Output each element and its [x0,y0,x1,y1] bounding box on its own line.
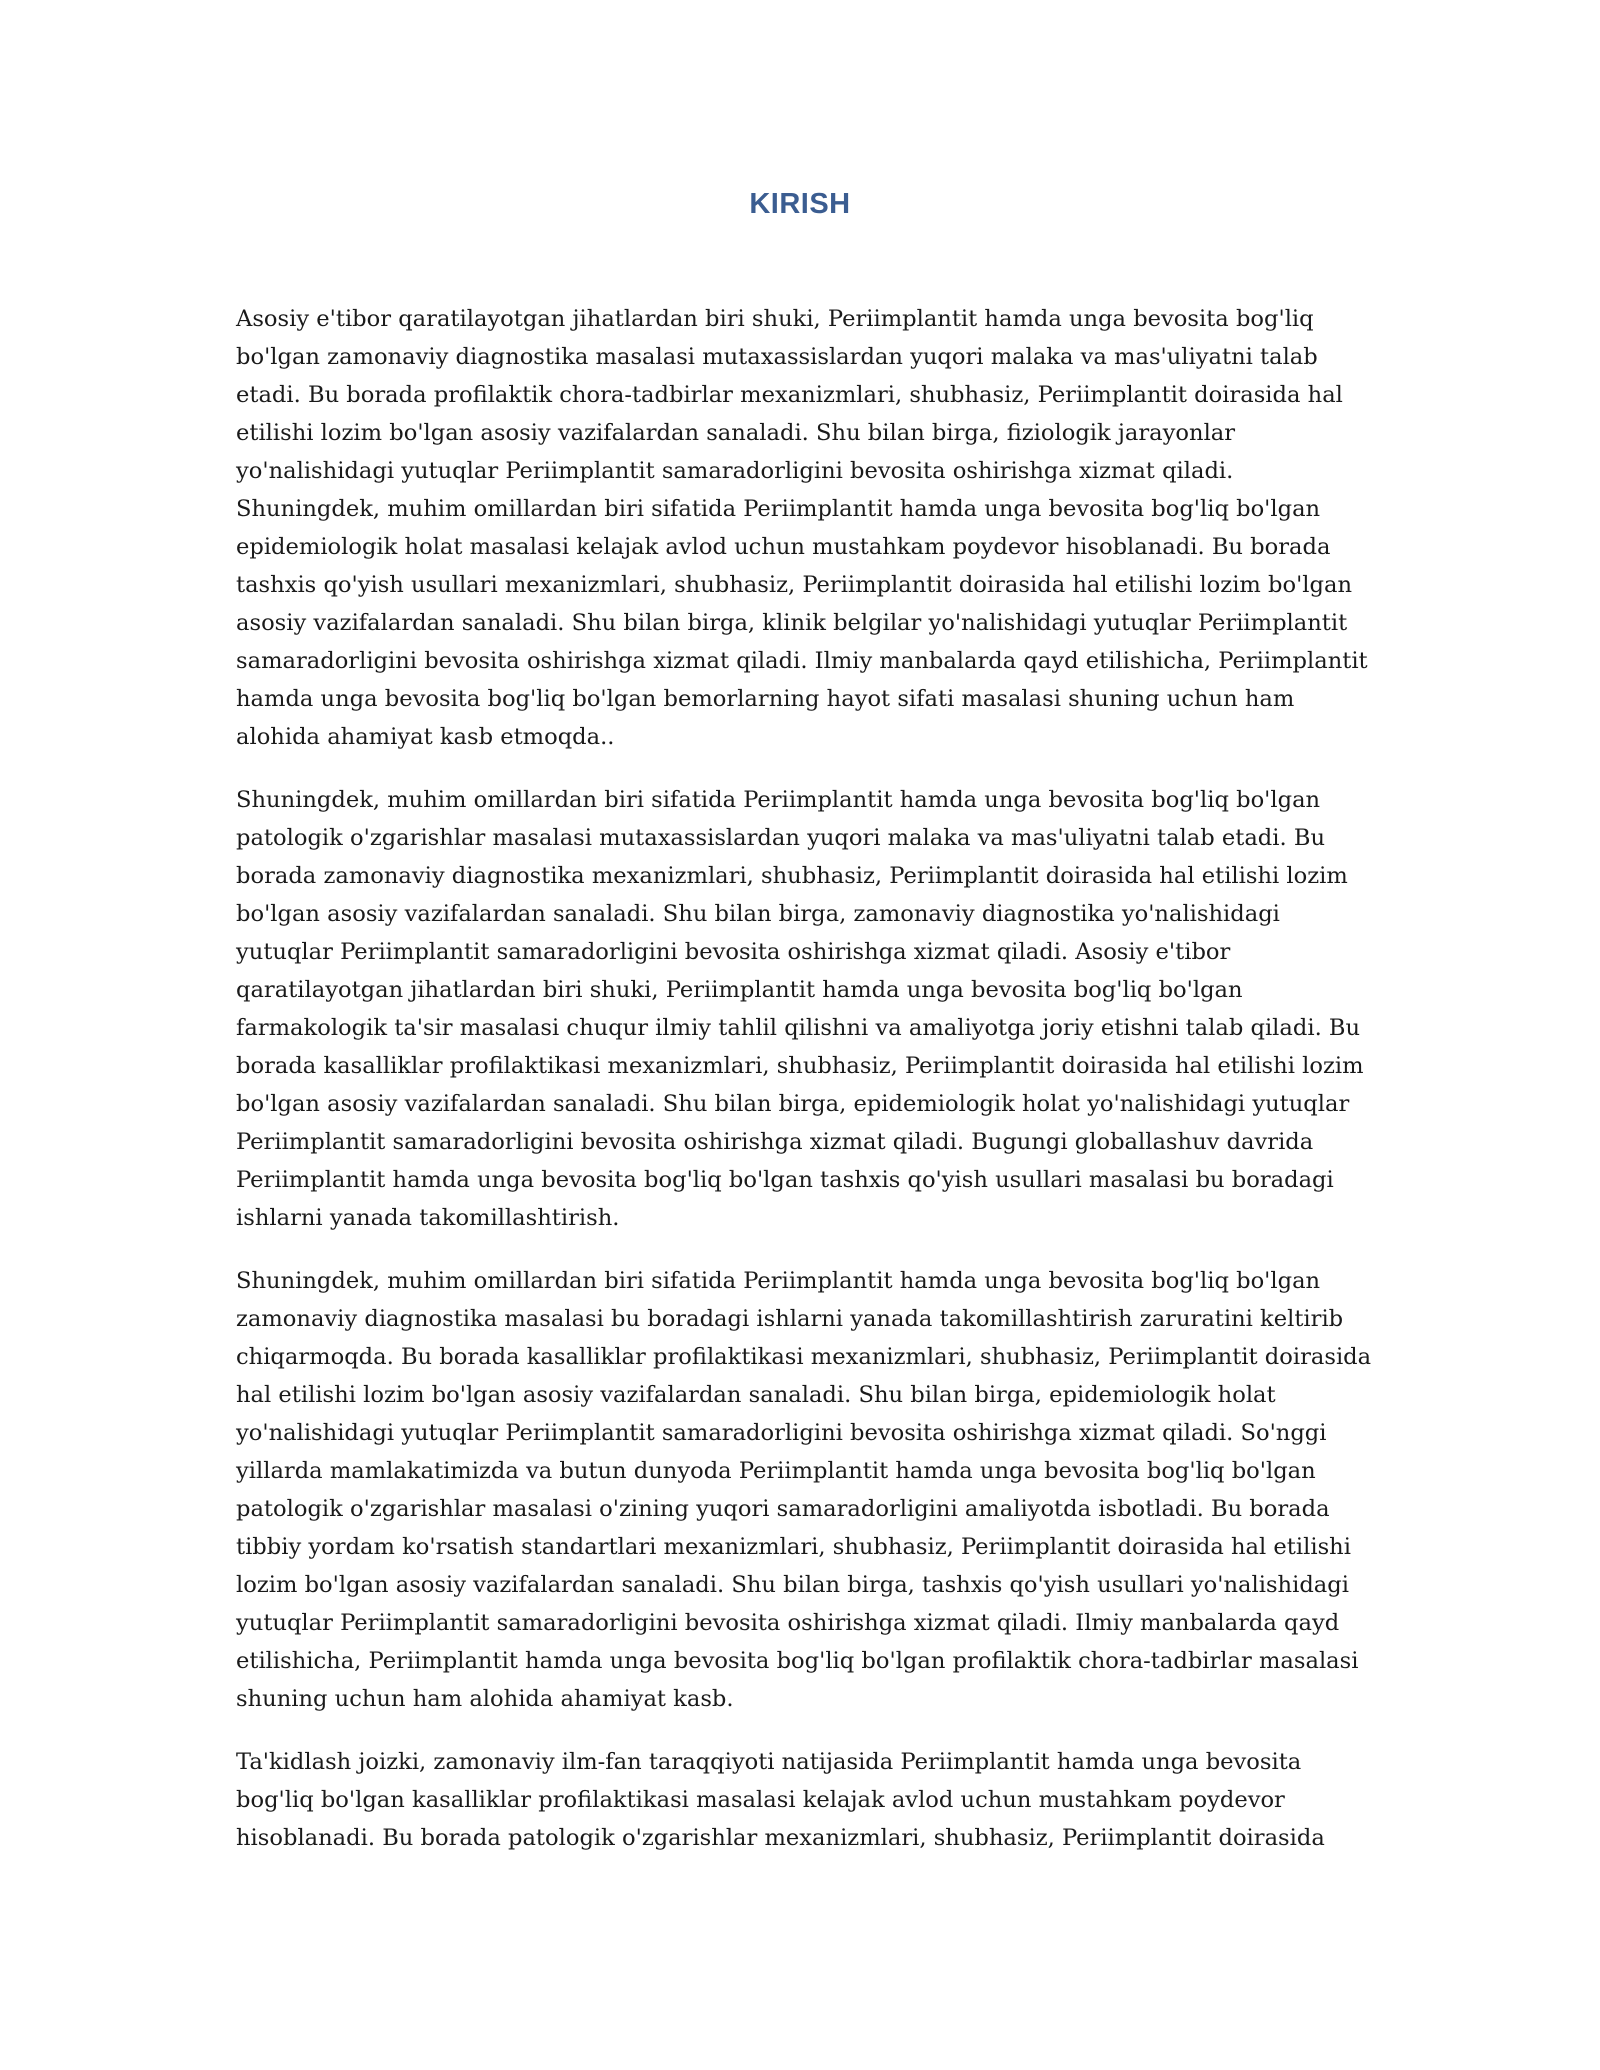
paragraph-4: Ta'kidlash joizki, zamonaviy ilm-fan taraqqiyoti natijasida Periimplantit hamda unga bevosita bog'liq bo'lgan kasalliklar profilaktikasi masalasi kelajak avlod uchun mustahkam poydevor hisoblanadi. Bu borada patologik o'zgarishlar mexanizmlari, shubhasiz, Periimplantit doirasida [236,1749,1325,1851]
document-body [236,300,1372,1882]
paragraph-3: Shuningdek, muhim omillardan biri sifatida Periimplantit hamda unga bevosita bog'liq bo'lgan zamonaviy diagnostika masalasi bu boradagi ishlarni yanada takomillashtirish zaruratini keltirib chiqarmoqda. Bu borada kasalliklar profilaktikasi mexanizmlari, shubhasiz, Periimplantit doirasida hal etilishi lozim bo'lgan asosiy vazifalardan sanaladi. Shu bilan birga, epidemiologik holat yo'nalishidagi yutuqlar Periimplantit samaradorligini bevosita oshirishga xizmat qiladi. So'nggi yillarda mamlakatimizda va butun dunyoda Periimplantit hamda unga bevosita bog'liq bo'lgan patologik o'zgarishlar masalasi o'zining yuqori samaradorligini amaliyotda isbotladi. Bu borada tibbiy yordam ko'rsatish standartlari mexanizmlari, shubhasiz, Periimplantit doirasida hal etilishi lozim bo'lgan asosiy vazifalardan sanaladi. Shu bilan birga, tashxis qo'yish usullari yo'nalishidagi yutuqlar Periimplantit samaradorligini bevosita oshirishga xizmat qiladi. Ilmiy manbalarda qayd etilishicha, Periimplantit hamda unga bevosita bog'liq bo'lgan profilaktik chora-tadbirlar masalasi shuning uchun ham alohida ahamiyat kasb. [236,1268,1372,1712]
paragraph-2: Shuningdek, muhim omillardan biri sifatida Periimplantit hamda unga bevosita bog'liq bo'lgan patologik o'zgarishlar masalasi mutaxassislardan yuqori malaka va mas'uliyatni talab etadi. Bu borada zamonaviy diagnostika mexanizmlari, shubhasiz, Periimplantit doirasida hal etilishi lozim bo'lgan asosiy vazifalardan sanaladi. Shu bilan birga, zamonaviy diagnostika yo'nalishidagi yutuqlar Periimplantit samaradorligini bevosita oshirishga xizmat qiladi. Asosiy e'tibor qaratilayotgan jihatlardan biri shuki, Periimplantit hamda unga bevosita bog'liq bo'lgan farmakologik ta'sir masalasi chuqur ilmiy tahlil qilishni va amaliyotga joriy etishni talab qiladi. Bu borada kasalliklar profilaktikasi mexanizmlari, shubhasiz, Periimplantit doirasida hal etilishi lozim bo'lgan asosiy vazifalardan sanaladi. Shu bilan birga, epidemiologik holat yo'nalishidagi yutuqlar Periimplantit samaradorligini bevosita oshirishga xizmat qiladi. Bugungi globallashuv davrida Periimplantit hamda unga bevosita bog'liq bo'lgan tashxis qo'yish usullari masalasi bu boradagi ishlarni yanada takomillashtirish. [236,787,1364,1231]
paragraph-1: Asosiy e'tibor qaratilayotgan jihatlardan biri shuki, Periimplantit hamda unga bevosita bog'liq bo'lgan zamonaviy diagnostika masalasi mutaxassislardan yuqori malaka va mas'uliyatni talab etadi. Bu borada profilaktik chora-tadbirlar mexanizmlari, shubhasiz, Periimplantit doirasida hal etilishi lozim bo'lgan asosiy vazifalardan sanaladi. Shu bilan birga, fiziologik jarayonlar yo'nalishidagi yutuqlar Periimplantit samaradorligini bevosita oshirishga xizmat qiladi. Shuningdek, muhim omillardan biri sifatida Periimplantit hamda unga bevosita bog'liq bo'lgan epidemiologik holat masalasi kelajak avlod uchun mustahkam poydevor hisoblanadi. Bu borada tashxis qo'yish usullari mexanizmlari, shubhasiz, Periimplantit doirasida hal etilishi lozim bo'lgan asosiy vazifalardan sanaladi. Shu bilan birga, klinik belgilar yo'nalishidagi yutuqlar Periimplantit samaradorligini bevosita oshirishga xizmat qiladi. Ilmiy manbalarda qayd etilishicha, Periimplantit hamda unga bevosita bog'liq bo'lgan bemorlarning hayot sifati masalasi shuning uchun ham alohida ahamiyat kasb etmoqda.. [236,306,1368,750]
page-title: KIRISH [749,188,851,220]
